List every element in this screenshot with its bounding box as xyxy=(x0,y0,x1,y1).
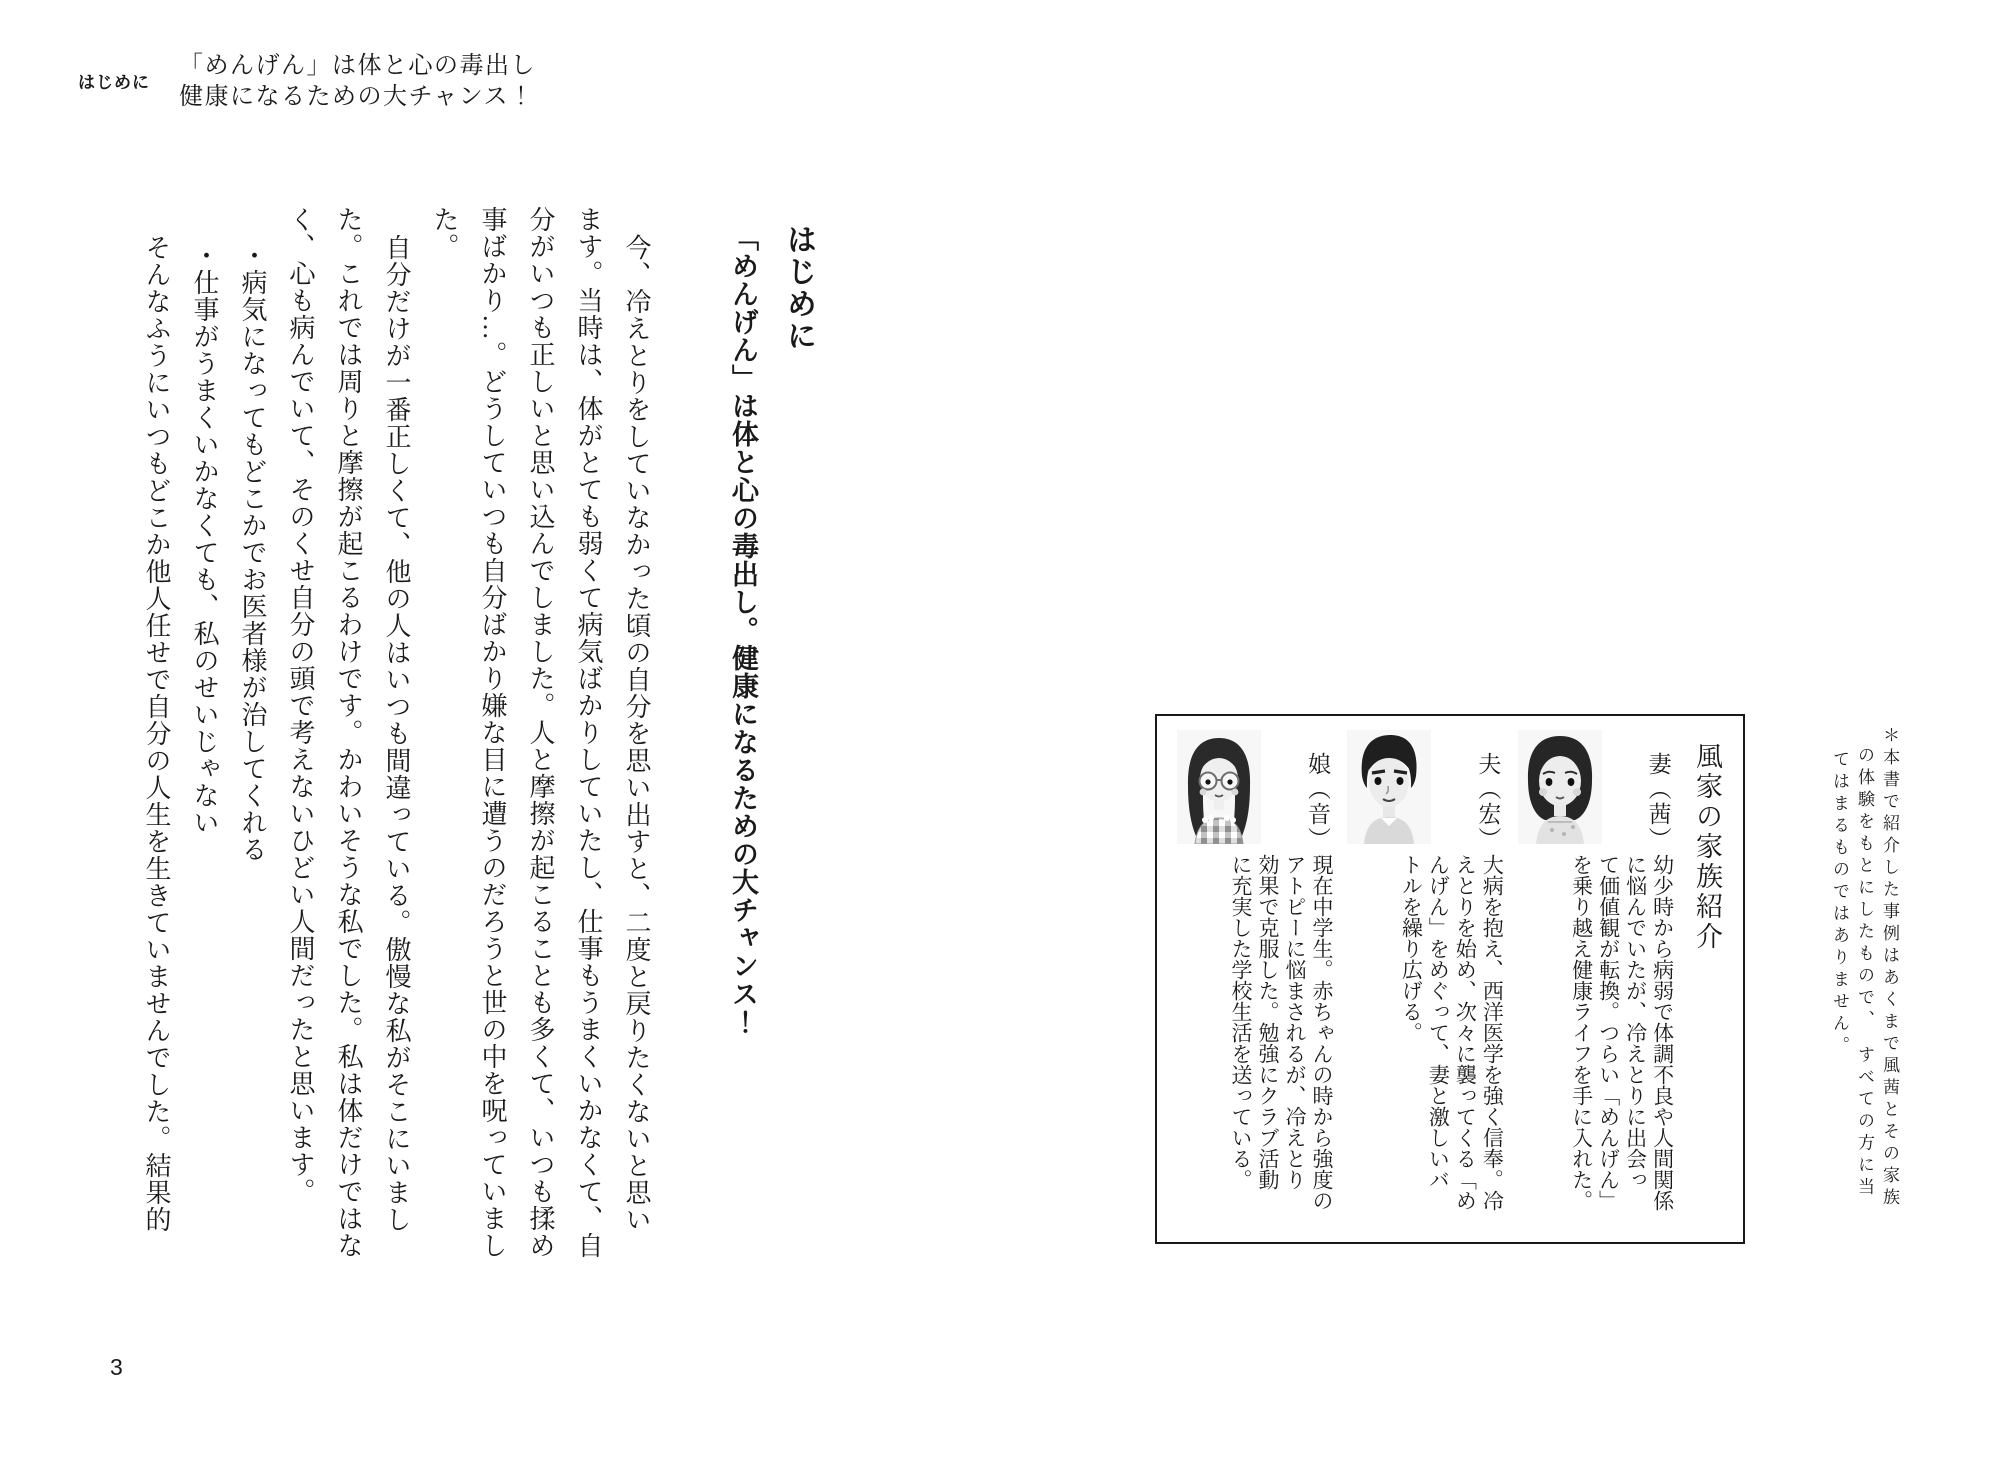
husband-portrait-icon xyxy=(1347,730,1431,844)
member-desc-column: 効果で克服した。勉強にクラブ活動 xyxy=(1256,854,1279,1190)
body-column: そんなふうにいつもどこか他人任せで自分の人生を生きていませんでした。結果的 xyxy=(142,234,171,1233)
running-head-label: はじめに xyxy=(78,73,150,92)
member-desc-column: を乗り越え健康ライフを手に入れた。 xyxy=(1569,854,1593,1211)
body-column: た。 xyxy=(430,206,459,260)
member-desc-column: 大病を抱え、西洋医学を強く信奉。冷 xyxy=(1480,854,1504,1211)
member-header xyxy=(1173,730,1335,852)
member-desc-column: 幼少時から病弱で体調不良や人間関係 xyxy=(1650,854,1674,1211)
disclaimer-note xyxy=(1822,726,1902,1246)
chapter-title: はじめに xyxy=(782,224,815,352)
member-desc-column: て価値観が転換。つらい「めんげん」 xyxy=(1596,854,1620,1211)
body-column: 分がいつも正しいと思い込んでしました。人と摩擦が起こることも多くて、いつも揉め xyxy=(526,206,555,1259)
member-header xyxy=(1514,730,1676,852)
body-bullet-column: ・仕事がうまくいかなくても、私のせいじゃない xyxy=(190,242,219,836)
body-column: た。これでは周りと摩擦が起こるわけです。かわいそうな私でした。私は体だけではな xyxy=(334,206,363,1259)
member-desc-column: トルを繰り広げる。 xyxy=(1399,854,1423,1043)
note-column: てはまるものではありません。 xyxy=(1830,750,1849,1058)
running-head-line1: 「めんげん」は体と心の毒出し xyxy=(179,52,536,79)
member-desc-column: 現在中学生。赤ちゃんの時から強度の xyxy=(1310,854,1333,1211)
member-header xyxy=(1343,730,1505,852)
note-column: ＊本書で紹介した事例はあくまで風茜とその家族 xyxy=(1880,726,1899,1210)
body-column: 事ばかり…。どうしていつも自分ばかり嫌な目に遭うのだろうと世の中を呪っていまし xyxy=(478,206,507,1259)
body-column: く、心も病んでいて、そのくせ自分の頭で考えないひどい人間だったと思います。 xyxy=(286,206,315,1205)
family-member-wife xyxy=(1514,730,1676,1228)
body-column: 今、冷えとりをしていなかった頃の自分を思い出すと、二度と戻りたくないと思い xyxy=(622,234,651,1233)
wife-portrait-icon xyxy=(1518,730,1602,844)
running-head-line2: 健康になるための大チャンス！ xyxy=(179,83,535,110)
member-label: 娘（音） xyxy=(1305,752,1331,852)
chapter-subtitle: 「めんげん」は体と心の毒出し。健康になるための大チャンス！ xyxy=(728,224,758,1036)
family-member-daughter xyxy=(1173,730,1335,1228)
note-column: の体験をもとにしたもので、 すべての方に当 xyxy=(1855,746,1874,1200)
daughter-portrait-icon xyxy=(1177,730,1261,844)
member-desc-column: んげん」をめぐって、妻と激しいバ xyxy=(1426,854,1450,1190)
member-desc-column: に悩んでいたが、冷えとりに出会っ xyxy=(1623,854,1647,1190)
family-box-title: 風家の家族紹介 xyxy=(1691,742,1722,952)
body-column: ます。当時は、体がとても弱くて病気ばかりしていたし、仕事もうまくいかなくて、自 xyxy=(574,206,603,1259)
member-description xyxy=(1173,854,1335,1218)
running-head-title xyxy=(179,50,536,112)
member-description xyxy=(1514,854,1676,1218)
member-label: 夫（宏） xyxy=(1475,752,1502,852)
member-desc-column: アトピーに悩まされるが、冷えとり xyxy=(1283,854,1306,1190)
member-label: 妻（茜） xyxy=(1645,752,1672,852)
family-member-husband xyxy=(1343,730,1505,1228)
member-desc-column: えとりを始め、次々に襲ってくる「め xyxy=(1453,854,1477,1211)
member-desc-column: に充実した学校生活を送っている。 xyxy=(1229,854,1252,1190)
family-intro-box xyxy=(1155,714,1745,1244)
member-description xyxy=(1343,854,1505,1218)
body-column: 自分だけが一番正しくて、他の人はいつも間違っている。傲慢な私がそこにいまし xyxy=(382,234,411,1233)
body-text xyxy=(130,206,660,1276)
body-bullet-column: ・病気になってもどこかでお医者様が治してくれる xyxy=(238,242,267,863)
chapter-title-block xyxy=(716,224,826,1074)
page-number: 3 xyxy=(110,1354,123,1380)
